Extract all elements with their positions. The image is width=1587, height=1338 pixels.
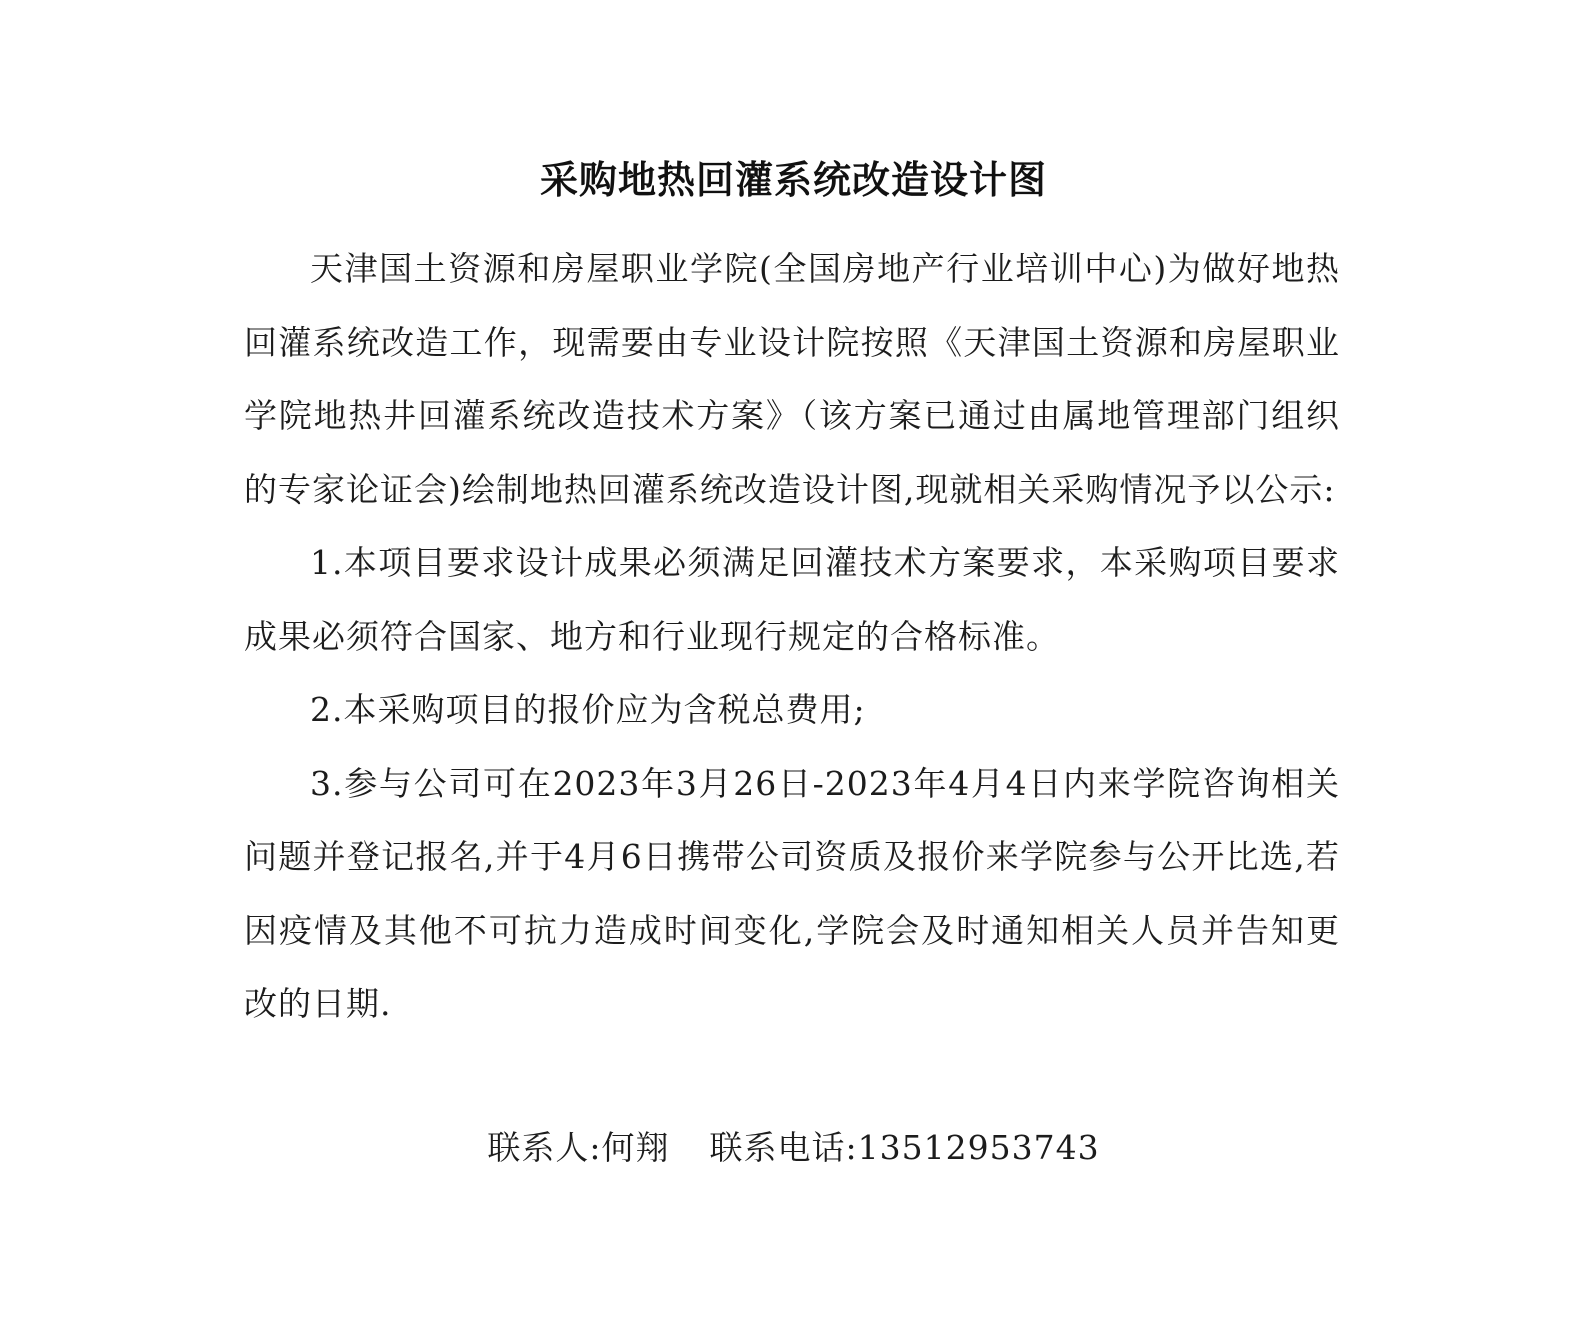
contact-person-label: 联系人:	[487, 1128, 602, 1167]
contact-phone-number: 13512953743	[857, 1128, 1100, 1167]
paragraph-intro: 天津国土资源和房屋职业学院(全国房地产行业培训中心)为做好地热回灌系统改造工作，现需要由专业设计院按照《天津国土资源和房屋职业学院地热井回灌系统改造技术方案》（该方案已通过由属地管理部门组织的专家论证会)绘制地热回灌系统改造设计图,现就相关采购情况予以公示:	[244, 249, 1340, 509]
contact-line	[0, 1120, 1587, 1176]
contact-person-name: 何翔	[601, 1128, 670, 1167]
document-title: 采购地热回灌系统改造设计图	[539, 157, 1047, 202]
paragraph-item-2: 2.本采购项目的报价应为含税总费用;	[310, 690, 866, 729]
paragraph-item-3: 3.参与公司可在2023年3月26日-2023年4月4日内来学院咨询相关问题并登记报名,并于4月6日携带公司资质及报价来学院参与公开比选,若因疫情及其他不可抗力造成时间变化,学院会及时通知相关人员并告知更改的日期.	[244, 763, 1340, 1023]
document-body	[244, 232, 1340, 1041]
contact-phone-label: 联系电话:	[709, 1128, 858, 1167]
paragraph-item-1: 1.本项目要求设计成果必须满足回灌技术方案要求，本采购项目要求成果必须符合国家、地方和行业现行规定的合格标准。	[244, 543, 1340, 656]
